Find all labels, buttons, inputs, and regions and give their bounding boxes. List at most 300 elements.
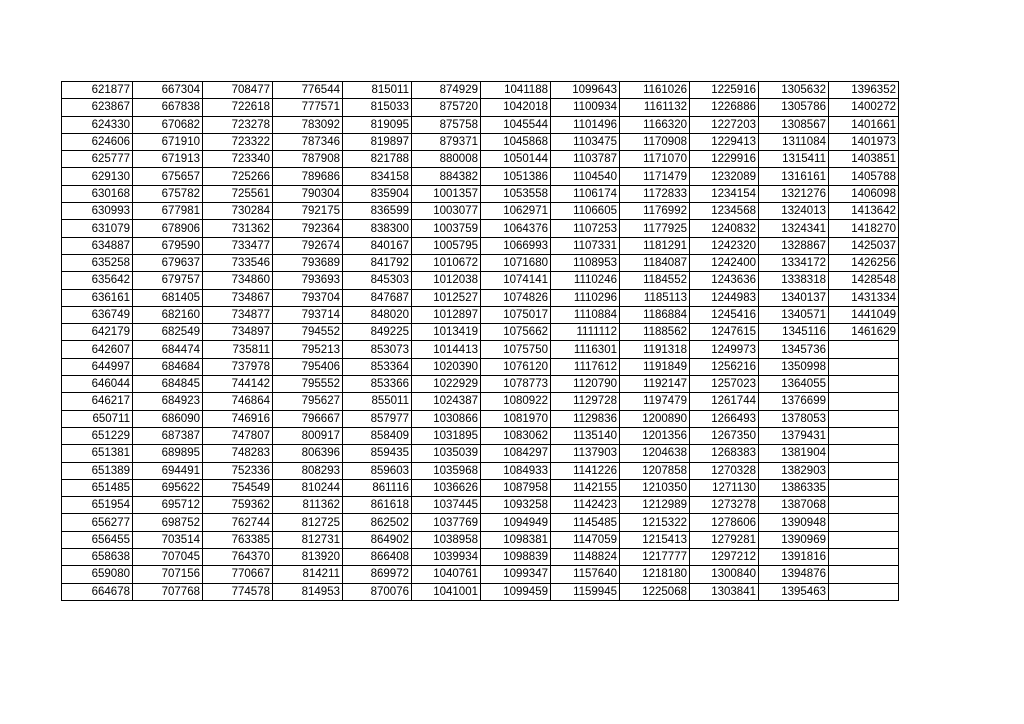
table-cell: 651229 [62, 427, 133, 444]
table-cell: 1210350 [620, 479, 690, 496]
table-row [62, 358, 899, 375]
table-cell: 1191849 [620, 358, 690, 375]
table-cell [829, 531, 899, 548]
table-cell: 1036626 [412, 479, 481, 496]
table-cell: 1106605 [551, 203, 620, 220]
table-cell: 646044 [62, 376, 133, 393]
table-cell: 1225068 [620, 583, 690, 600]
table-cell: 836599 [343, 203, 412, 220]
table-row [62, 427, 899, 444]
table-row [62, 514, 899, 531]
table-cell: 679757 [133, 272, 203, 289]
table-cell: 879371 [412, 133, 481, 150]
table-cell: 1110884 [551, 306, 620, 323]
table-cell [829, 427, 899, 444]
table-cell: 1279281 [690, 531, 759, 548]
table-row [62, 133, 899, 150]
table-cell: 1142423 [551, 497, 620, 514]
table-cell: 671910 [133, 133, 203, 150]
table-cell: 1037769 [412, 514, 481, 531]
table-cell: 629130 [62, 168, 133, 185]
table-cell: 1147059 [551, 531, 620, 548]
table-cell: 793714 [273, 306, 343, 323]
table-row [62, 185, 899, 202]
table-cell: 875758 [412, 116, 481, 133]
table-cell: 635642 [62, 272, 133, 289]
table-cell: 625777 [62, 151, 133, 168]
table-cell: 1170908 [620, 133, 690, 150]
table-cell: 1425037 [829, 237, 899, 254]
table-cell: 1087958 [481, 479, 551, 496]
table-cell: 770667 [203, 566, 273, 583]
table-cell: 1364055 [759, 376, 829, 393]
table-cell: 695712 [133, 497, 203, 514]
table-cell: 1078773 [481, 376, 551, 393]
table-cell: 623867 [62, 99, 133, 116]
table-cell: 621877 [62, 82, 133, 99]
table-cell: 624606 [62, 133, 133, 150]
table-cell: 646217 [62, 393, 133, 410]
table-cell: 651381 [62, 445, 133, 462]
table-cell: 1234568 [690, 203, 759, 220]
table-cell [829, 462, 899, 479]
table-cell: 1191318 [620, 341, 690, 358]
table-cell: 789686 [273, 168, 343, 185]
table-cell: 1321276 [759, 185, 829, 202]
table-cell: 1212989 [620, 497, 690, 514]
table-cell: 815033 [343, 99, 412, 116]
table-cell: 1177925 [620, 220, 690, 237]
table-cell: 1271130 [690, 479, 759, 496]
table-cell: 1014413 [412, 341, 481, 358]
table-cell: 1075662 [481, 324, 551, 341]
table-cell: 874929 [412, 82, 481, 99]
table-cell: 1324013 [759, 203, 829, 220]
table-cell: 1141226 [551, 462, 620, 479]
table-cell: 1204638 [620, 445, 690, 462]
table-cell: 812725 [273, 514, 343, 531]
table-cell: 694491 [133, 462, 203, 479]
table-cell: 1080922 [481, 393, 551, 410]
table-cell: 776544 [273, 82, 343, 99]
table-cell: 1171479 [620, 168, 690, 185]
table-cell: 858409 [343, 427, 412, 444]
table-cell [829, 358, 899, 375]
table-cell: 707768 [133, 583, 203, 600]
table-cell: 678906 [133, 220, 203, 237]
table-cell: 1207858 [620, 462, 690, 479]
table-cell: 747807 [203, 427, 273, 444]
table-cell: 722618 [203, 99, 273, 116]
table-cell: 1267350 [690, 427, 759, 444]
table-cell: 1215322 [620, 514, 690, 531]
table-cell: 1108953 [551, 254, 620, 271]
table-cell: 859435 [343, 445, 412, 462]
table-cell: 794552 [273, 324, 343, 341]
table-cell: 1035968 [412, 462, 481, 479]
table-cell [829, 566, 899, 583]
table-cell: 1129836 [551, 410, 620, 427]
table-cell: 737978 [203, 358, 273, 375]
table-cell: 1161026 [620, 82, 690, 99]
table-cell: 855011 [343, 393, 412, 410]
table-cell: 1098839 [481, 549, 551, 566]
table-cell: 675782 [133, 185, 203, 202]
table-cell: 1273278 [690, 497, 759, 514]
table-cell: 1242320 [690, 237, 759, 254]
table-cell: 708477 [203, 82, 273, 99]
table-cell: 1084297 [481, 445, 551, 462]
table-cell: 730284 [203, 203, 273, 220]
table-cell [829, 376, 899, 393]
table-cell: 1093258 [481, 497, 551, 514]
table-cell: 1338318 [759, 272, 829, 289]
table-cell: 819095 [343, 116, 412, 133]
table-cell: 1303841 [690, 583, 759, 600]
table-cell: 880008 [412, 151, 481, 168]
table-cell: 1103787 [551, 151, 620, 168]
table-cell: 681405 [133, 289, 203, 306]
table-cell: 815011 [343, 82, 412, 99]
table-cell: 1159945 [551, 583, 620, 600]
table-cell: 870076 [343, 583, 412, 600]
table-cell: 1244983 [690, 289, 759, 306]
table-cell: 1418270 [829, 220, 899, 237]
table-cell: 679590 [133, 237, 203, 254]
table-cell: 1001357 [412, 185, 481, 202]
table-cell: 1270328 [690, 462, 759, 479]
table-cell: 656455 [62, 531, 133, 548]
table-cell: 1075750 [481, 341, 551, 358]
table-cell: 695622 [133, 479, 203, 496]
table-cell: 819897 [343, 133, 412, 150]
table-cell: 679637 [133, 254, 203, 271]
table-cell: 793693 [273, 272, 343, 289]
table-cell: 1176992 [620, 203, 690, 220]
table-row [62, 272, 899, 289]
table-cell: 821788 [343, 151, 412, 168]
table-cell: 1111112 [551, 324, 620, 341]
table-cell: 1350998 [759, 358, 829, 375]
table-cell: 814953 [273, 583, 343, 600]
number-table [61, 81, 899, 601]
table-cell: 795213 [273, 341, 343, 358]
table-row [62, 220, 899, 237]
table-cell: 636749 [62, 306, 133, 323]
table-cell: 651485 [62, 479, 133, 496]
table-cell: 861116 [343, 479, 412, 496]
table-cell: 670682 [133, 116, 203, 133]
table-cell: 1012038 [412, 272, 481, 289]
table-cell: 838300 [343, 220, 412, 237]
table-cell: 1249973 [690, 341, 759, 358]
table-cell: 847687 [343, 289, 412, 306]
table-cell: 1390969 [759, 531, 829, 548]
table-cell: 725561 [203, 185, 273, 202]
table-cell: 1166320 [620, 116, 690, 133]
table-cell: 859603 [343, 462, 412, 479]
table-cell: 1038958 [412, 531, 481, 548]
table-cell: 689895 [133, 445, 203, 462]
table-cell: 667304 [133, 82, 203, 99]
table-cell: 1081970 [481, 410, 551, 427]
table-cell: 684845 [133, 376, 203, 393]
table-cell: 1103475 [551, 133, 620, 150]
table-cell: 1107253 [551, 220, 620, 237]
table-cell: 1345736 [759, 341, 829, 358]
table-cell: 853366 [343, 376, 412, 393]
table-cell: 752336 [203, 462, 273, 479]
table-cell: 1381904 [759, 445, 829, 462]
table-cell: 800917 [273, 427, 343, 444]
table-cell: 1215413 [620, 531, 690, 548]
table-cell: 1218180 [620, 566, 690, 583]
table-cell: 723340 [203, 151, 273, 168]
table-cell: 1066993 [481, 237, 551, 254]
table-cell: 1184087 [620, 254, 690, 271]
table-row [62, 168, 899, 185]
table-cell: 734877 [203, 306, 273, 323]
table-row [62, 99, 899, 116]
table-row [62, 289, 899, 306]
table-cell: 1300840 [690, 566, 759, 583]
table-cell: 1256216 [690, 358, 759, 375]
table-cell: 1184552 [620, 272, 690, 289]
table-row [62, 445, 899, 462]
table-cell: 707156 [133, 566, 203, 583]
table-cell: 651389 [62, 462, 133, 479]
table-cell: 1045868 [481, 133, 551, 150]
table-cell: 746864 [203, 393, 273, 410]
table-cell: 1261744 [690, 393, 759, 410]
table-cell: 1181291 [620, 237, 690, 254]
table-cell: 733477 [203, 237, 273, 254]
table-cell: 1005795 [412, 237, 481, 254]
table-row [62, 254, 899, 271]
table-cell: 1406098 [829, 185, 899, 202]
table-cell: 1098381 [481, 531, 551, 548]
table-cell: 1340571 [759, 306, 829, 323]
table-cell: 677981 [133, 203, 203, 220]
table-cell: 1243636 [690, 272, 759, 289]
table-cell [829, 410, 899, 427]
table-cell: 1010672 [412, 254, 481, 271]
table-cell: 1316161 [759, 168, 829, 185]
table-cell: 1062971 [481, 203, 551, 220]
table-cell: 1308567 [759, 116, 829, 133]
table-row [62, 151, 899, 168]
table-cell: 812731 [273, 531, 343, 548]
table-cell: 1324341 [759, 220, 829, 237]
table-cell: 1013419 [412, 324, 481, 341]
table-cell: 1340137 [759, 289, 829, 306]
table-cell: 1051386 [481, 168, 551, 185]
table-cell: 845303 [343, 272, 412, 289]
table-cell: 667838 [133, 99, 203, 116]
table-cell: 651954 [62, 497, 133, 514]
table-cell: 1268383 [690, 445, 759, 462]
table-cell: 1020390 [412, 358, 481, 375]
table-cell: 1157640 [551, 566, 620, 583]
table-cell: 1245416 [690, 306, 759, 323]
table-cell: 1278606 [690, 514, 759, 531]
table-cell: 744142 [203, 376, 273, 393]
table-cell: 656277 [62, 514, 133, 531]
table-cell: 630993 [62, 203, 133, 220]
table-cell: 1413642 [829, 203, 899, 220]
table-cell: 1012527 [412, 289, 481, 306]
table-cell: 1106174 [551, 185, 620, 202]
table-cell: 787908 [273, 151, 343, 168]
table-cell: 1197479 [620, 393, 690, 410]
table-cell: 1403851 [829, 151, 899, 168]
table-cell: 754549 [203, 479, 273, 496]
table-cell [829, 497, 899, 514]
table-cell: 1116301 [551, 341, 620, 358]
table-cell: 759362 [203, 497, 273, 514]
table-cell: 862502 [343, 514, 412, 531]
table-cell: 1192147 [620, 376, 690, 393]
table-row [62, 324, 899, 341]
table-cell: 1053558 [481, 185, 551, 202]
table-cell: 659080 [62, 566, 133, 583]
table-cell: 1201356 [620, 427, 690, 444]
table-cell: 631079 [62, 220, 133, 237]
table-cell: 1240832 [690, 220, 759, 237]
table-cell: 698752 [133, 514, 203, 531]
table-cell: 1031895 [412, 427, 481, 444]
table-cell: 1129728 [551, 393, 620, 410]
table-cell: 682160 [133, 306, 203, 323]
table-cell: 703514 [133, 531, 203, 548]
table-cell: 1101496 [551, 116, 620, 133]
table-cell: 774578 [203, 583, 273, 600]
table-cell: 792674 [273, 237, 343, 254]
table-cell: 1041188 [481, 82, 551, 99]
table-cell: 764370 [203, 549, 273, 566]
table-cell: 1099347 [481, 566, 551, 583]
table-cell: 682549 [133, 324, 203, 341]
table-cell: 1120790 [551, 376, 620, 393]
table-cell: 1188562 [620, 324, 690, 341]
table-cell: 777571 [273, 99, 343, 116]
table-cell: 746916 [203, 410, 273, 427]
table-cell: 1084933 [481, 462, 551, 479]
table-cell: 1305786 [759, 99, 829, 116]
table-cell: 635258 [62, 254, 133, 271]
table-row [62, 116, 899, 133]
table-cell: 1345116 [759, 324, 829, 341]
table-cell: 1395463 [759, 583, 829, 600]
table-cell: 1039934 [412, 549, 481, 566]
table-cell: 848020 [343, 306, 412, 323]
table-cell: 813920 [273, 549, 343, 566]
table-cell: 762744 [203, 514, 273, 531]
table-cell: 795552 [273, 376, 343, 393]
table-cell: 634887 [62, 237, 133, 254]
table-cell: 884382 [412, 168, 481, 185]
table-cell: 1382903 [759, 462, 829, 479]
table-cell: 790304 [273, 185, 343, 202]
table-cell: 1305632 [759, 82, 829, 99]
table-cell [829, 393, 899, 410]
table-cell: 1242400 [690, 254, 759, 271]
table-cell: 1074141 [481, 272, 551, 289]
table-body [62, 82, 899, 601]
table-cell: 650711 [62, 410, 133, 427]
table-cell: 1135140 [551, 427, 620, 444]
table-row [62, 376, 899, 393]
table-cell [829, 479, 899, 496]
table-cell: 1226886 [690, 99, 759, 116]
table-cell: 840167 [343, 237, 412, 254]
table-cell: 684474 [133, 341, 203, 358]
table-cell: 1431334 [829, 289, 899, 306]
table-cell: 687387 [133, 427, 203, 444]
table-cell: 1391816 [759, 549, 829, 566]
table-cell: 1083062 [481, 427, 551, 444]
table-cell: 1137903 [551, 445, 620, 462]
table-cell: 1186884 [620, 306, 690, 323]
table-row [62, 82, 899, 99]
table-row [62, 203, 899, 220]
table-cell: 1148824 [551, 549, 620, 566]
table-cell: 808293 [273, 462, 343, 479]
table-cell: 644997 [62, 358, 133, 375]
table-cell [829, 583, 899, 600]
table-cell: 869972 [343, 566, 412, 583]
table-cell: 1229413 [690, 133, 759, 150]
table-cell: 1104540 [551, 168, 620, 185]
table-row [62, 566, 899, 583]
table-cell: 835904 [343, 185, 412, 202]
table-cell: 866408 [343, 549, 412, 566]
table-cell: 864902 [343, 531, 412, 548]
table-cell: 795406 [273, 358, 343, 375]
table-cell: 684923 [133, 393, 203, 410]
table-cell: 1075017 [481, 306, 551, 323]
table-cell: 1074826 [481, 289, 551, 306]
table-cell: 1225916 [690, 82, 759, 99]
table-cell: 1334172 [759, 254, 829, 271]
table-cell: 642607 [62, 341, 133, 358]
table-cell: 1145485 [551, 514, 620, 531]
table-cell: 1405788 [829, 168, 899, 185]
table-cell: 1042018 [481, 99, 551, 116]
table-cell: 1266493 [690, 410, 759, 427]
table-cell: 748283 [203, 445, 273, 462]
table-cell: 1040761 [412, 566, 481, 583]
table-cell: 1064376 [481, 220, 551, 237]
table-cell: 734860 [203, 272, 273, 289]
table-cell: 642179 [62, 324, 133, 341]
table-cell: 875720 [412, 99, 481, 116]
table-cell: 707045 [133, 549, 203, 566]
table-cell: 1200890 [620, 410, 690, 427]
table-cell: 853073 [343, 341, 412, 358]
table-cell: 1099643 [551, 82, 620, 99]
table-cell: 1390948 [759, 514, 829, 531]
table-cell: 849225 [343, 324, 412, 341]
table-cell: 1400272 [829, 99, 899, 116]
table-cell: 806396 [273, 445, 343, 462]
table-cell [829, 514, 899, 531]
table-row [62, 583, 899, 600]
table-cell: 1396352 [829, 82, 899, 99]
table-cell [829, 445, 899, 462]
table-cell: 630168 [62, 185, 133, 202]
table-row [62, 393, 899, 410]
